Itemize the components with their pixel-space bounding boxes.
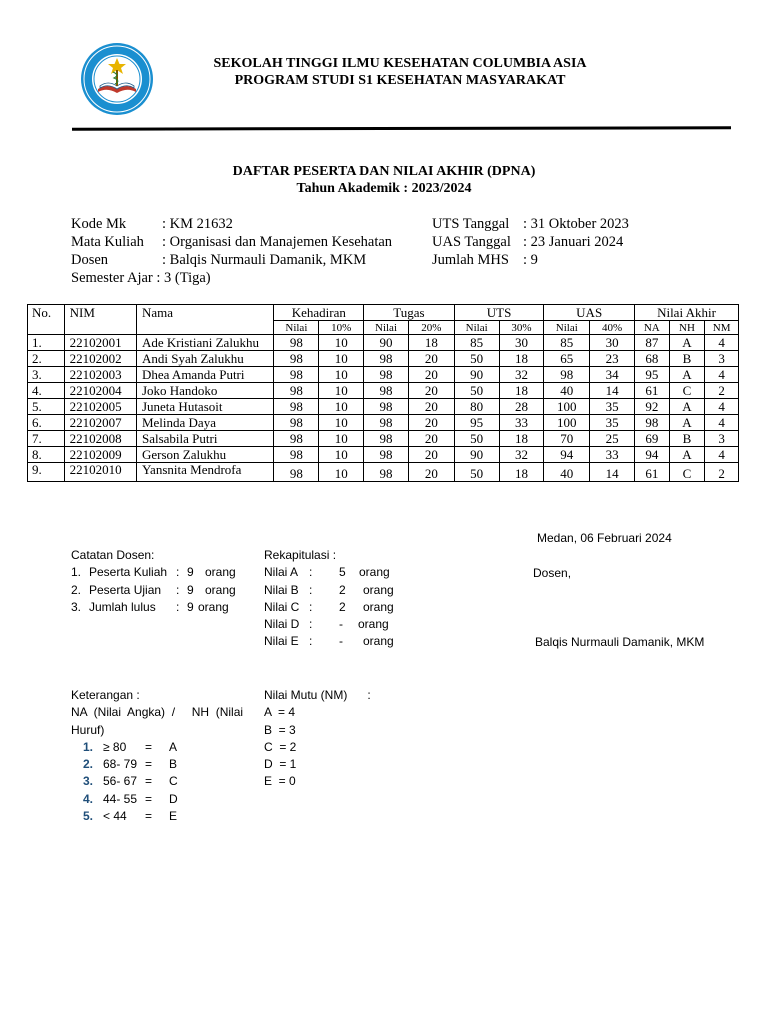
institution-name: SEKOLAH TINGGI ILMU KESEHATAN COLUMBIA ASIA bbox=[213, 56, 587, 71]
keterangan-item: 3. 56- 67 = C bbox=[82, 774, 178, 789]
subheader-nm: NM bbox=[705, 321, 739, 335]
header-nama: Nama bbox=[136, 305, 274, 335]
keterangan-title: Keterangan : bbox=[71, 688, 140, 702]
subheader-10: 10% bbox=[319, 321, 364, 335]
document-title: DAFTAR PESERTA DAN NILAI AKHIR (DPNA) bbox=[232, 164, 536, 179]
rekap-item: Nilai C : 2 orang bbox=[264, 599, 394, 614]
keterangan-item: 1. ≥ 80 = A bbox=[82, 739, 178, 754]
signature-name: Balqis Nurmauli Damanik, MKM bbox=[535, 635, 705, 649]
keterangan-line1: NA (Nilai Angka) / NH (Nilai bbox=[71, 705, 244, 720]
nilai-mutu-item: B = 3 bbox=[264, 722, 296, 737]
header-no: No. bbox=[28, 305, 65, 335]
subheader-nh: NH bbox=[669, 321, 705, 335]
header-uas: UAS bbox=[544, 305, 635, 321]
academic-year: Tahun Akademik : 2023/2024 bbox=[296, 181, 472, 196]
nilai-mutu-item: E = 0 bbox=[264, 774, 296, 789]
table-row: 9. 22102010 Yansnita Mendrofa 98 10 98 20 50 18 40 14 61 C 2 bbox=[28, 463, 739, 482]
header-kehadiran: Kehadiran bbox=[274, 305, 364, 321]
table-row: 7. 22102008 Salsabila Putri 98 10 98 20 50 18 70 25 69 B 3 bbox=[28, 431, 739, 447]
info-semester: Semester Ajar : 3 (Tiga) bbox=[71, 270, 211, 286]
subheader-nilai: Nilai bbox=[274, 321, 319, 335]
subheader-20: 20% bbox=[408, 321, 454, 335]
info-dosen: Dosen : Balqis Nurmauli Damanik, MKM bbox=[71, 252, 367, 268]
catatan-item: 2. Peserta Ujian : 9 orang bbox=[71, 582, 236, 597]
info-mata-kuliah: Mata Kuliah : Organisasi dan Manajemen Kesehatan bbox=[71, 234, 393, 250]
header-rule bbox=[72, 126, 731, 130]
header-tugas: Tugas bbox=[364, 305, 455, 321]
catatan-dosen bbox=[71, 547, 236, 616]
keterangan-item: 4. 44- 55 = D bbox=[82, 791, 178, 806]
table-row: 5. 22102005 Juneta Hutasoit 98 10 98 20 80 28 100 35 92 A 4 bbox=[28, 399, 739, 415]
grades-table bbox=[27, 304, 739, 482]
table-row: 2. 22102002 Andi Syah Zalukhu 98 10 98 20 50 18 65 23 68 B 3 bbox=[28, 351, 739, 367]
subheader-nilai: Nilai bbox=[364, 321, 409, 335]
nilai-mutu-item: C = 2 bbox=[264, 739, 297, 754]
subheader-na: NA bbox=[635, 321, 670, 335]
signature-role: Dosen, bbox=[533, 566, 572, 580]
catatan-item: 3. Jumlah lulus : 9 orang bbox=[71, 599, 229, 614]
table-row: 3. 22102003 Dhea Amanda Putri 98 10 98 20 90 32 98 34 95 A 4 bbox=[28, 367, 739, 383]
header-nilai-akhir: Nilai Akhir bbox=[635, 305, 739, 321]
catatan-item: 1. Peserta Kuliah : 9 orang bbox=[71, 565, 236, 580]
info-uts-date: UTS Tanggal : 31 Oktober 2023 bbox=[432, 216, 629, 232]
subheader-30: 30% bbox=[499, 321, 544, 335]
table-row: 1. 22102001 Ade Kristiani Zalukhu 98 10 90 18 85 30 85 30 87 A 4 bbox=[28, 335, 739, 351]
rekapitulasi bbox=[264, 547, 394, 651]
table-row: 8. 22102009 Gerson Zalukhu 98 10 98 20 90 32 94 33 94 A 4 bbox=[28, 447, 739, 463]
nilai-mutu-item: A = 4 bbox=[264, 705, 296, 720]
keterangan-line2: Huruf) bbox=[71, 722, 105, 737]
rekap-title: Rekapitulasi : bbox=[264, 548, 337, 562]
header-nim: NIM bbox=[64, 305, 136, 335]
table-header-row bbox=[28, 305, 739, 321]
info-jumlah-mhs: Jumlah MHS : 9 bbox=[432, 252, 538, 268]
keterangan-item: 5. < 44 = E bbox=[82, 809, 178, 824]
rekap-item: Nilai E : - orang bbox=[264, 634, 394, 649]
table-row: 6. 22102007 Melinda Daya 98 10 98 20 95 33 100 35 98 A 4 bbox=[28, 415, 739, 431]
keterangan bbox=[71, 687, 243, 825]
place-date: Medan, 06 Februari 2024 bbox=[537, 531, 672, 545]
header-uts: UTS bbox=[454, 305, 544, 321]
info-kode-mk: Kode Mk : KM 21632 bbox=[71, 216, 233, 232]
subheader-nilai: Nilai bbox=[544, 321, 590, 335]
table-row: 4. 22102004 Joko Handoko 98 10 98 20 50 18 40 14 61 C 2 bbox=[28, 383, 739, 399]
program-name: PROGRAM STUDI S1 KESEHATAN MASYARAKAT bbox=[234, 73, 566, 88]
rekap-item: Nilai B : 2 orang bbox=[264, 582, 394, 597]
catatan-title: Catatan Dosen: bbox=[71, 548, 155, 562]
nilai-mutu bbox=[264, 687, 371, 791]
keterangan-item: 2. 68- 79 = B bbox=[82, 757, 178, 772]
subheader-nilai: Nilai bbox=[454, 321, 499, 335]
subheader-40: 40% bbox=[590, 321, 635, 335]
nilai-mutu-title: Nilai Mutu (NM) : bbox=[264, 688, 371, 702]
info-uas-date: UAS Tanggal : 23 Januari 2024 bbox=[432, 234, 624, 250]
rekap-item: Nilai A : 5 orang bbox=[264, 565, 390, 580]
nilai-mutu-item: D = 1 bbox=[264, 757, 297, 772]
rekap-item: Nilai D : - orang bbox=[264, 617, 389, 632]
